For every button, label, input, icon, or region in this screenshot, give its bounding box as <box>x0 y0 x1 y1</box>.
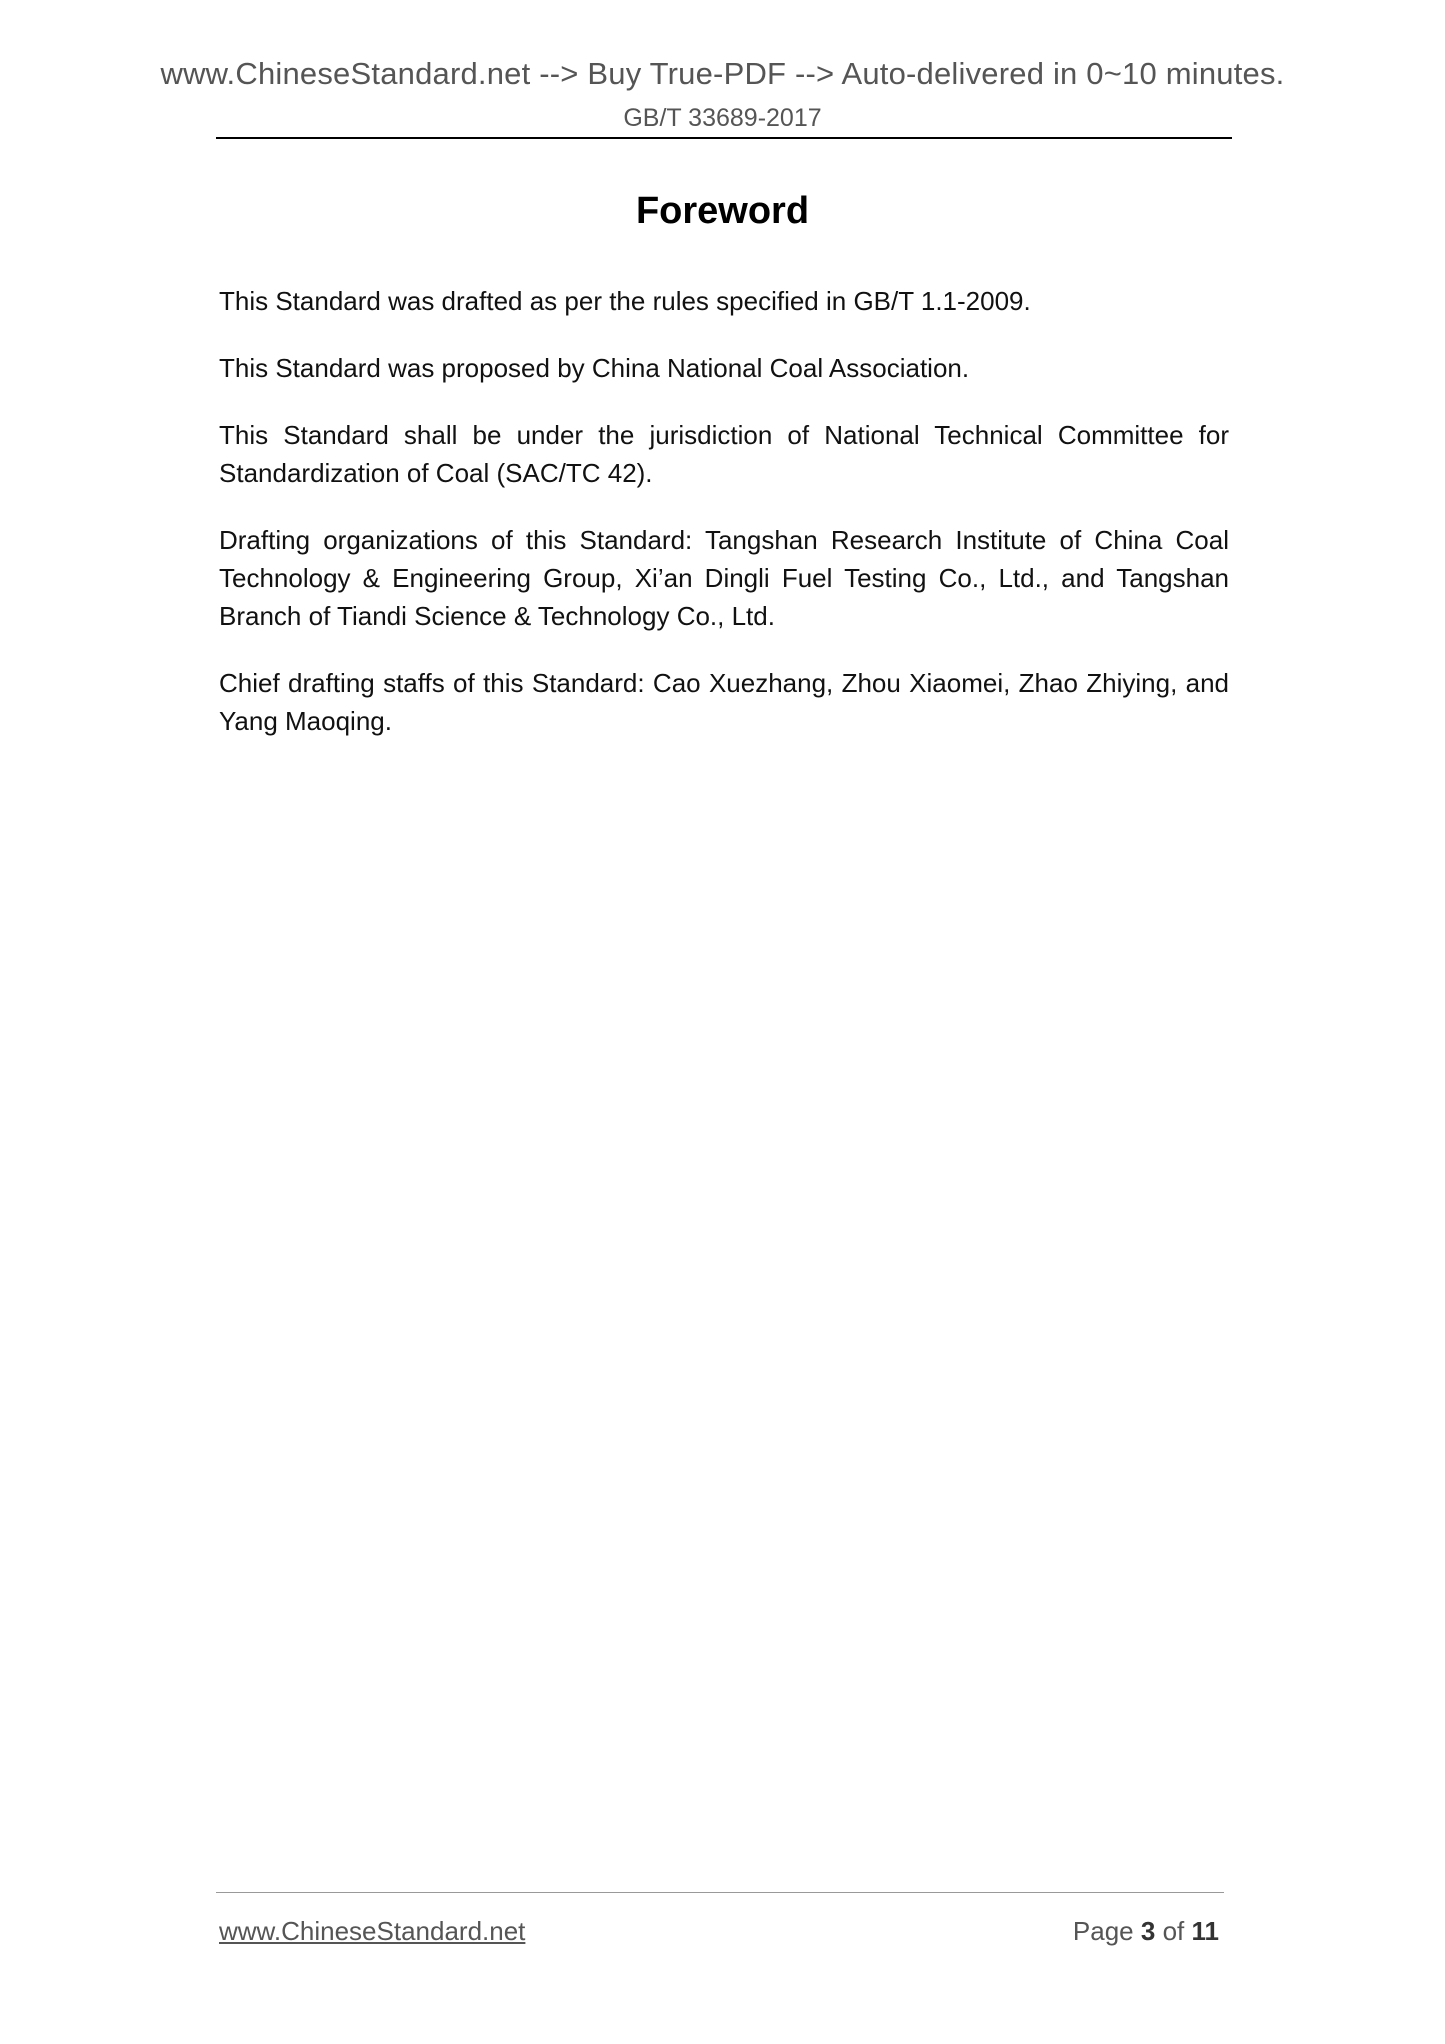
page-prefix: Page <box>1072 1916 1134 1946</box>
page-number <box>1073 1916 1219 1947</box>
footer-website-link[interactable]: www.ChineseStandard.net <box>219 1916 526 1946</box>
footer-divider <box>216 1892 1224 1893</box>
paragraph-drafting-staffs: Chief drafting staffs of this Standard: Cao Xuezhang, Zhou Xiaomei, Zhao Zhiying, and Yang Maoqing. <box>219 668 1229 736</box>
page-total: 11 <box>1191 1916 1219 1946</box>
paragraph-drafting-rules: This Standard was drafted as per the rules specified in GB/T 1.1-2009. <box>219 286 1031 316</box>
paragraph-proposed-by: This Standard was proposed by China National Coal Association. <box>219 353 970 383</box>
header-doc-id: GB/T 33689-2017 <box>623 104 822 132</box>
paragraph-drafting-organizations: Drafting organizations of this Standard: Tangshan Research Institute of China Coal Technology & Engineering Group, Xi’an Dingli Fuel Testing Co., Ltd., and Tangshan Branch of Tiandi Science & Technology Co., Ltd. <box>219 525 1229 631</box>
header-banner: www.ChineseStandard.net --> Buy True-PDF --> Auto-delivered in 0~10 minutes. <box>160 56 1285 91</box>
header-divider <box>216 137 1232 139</box>
paragraph-jurisdiction: This Standard shall be under the jurisdiction of National Technical Committee for Standardization of Coal (SAC/TC 42). <box>219 420 1229 488</box>
page-current: 3 <box>1140 1916 1156 1946</box>
page-title: Foreword <box>635 190 810 232</box>
page-of: of <box>1162 1916 1185 1946</box>
foreword-body <box>219 282 1229 769</box>
